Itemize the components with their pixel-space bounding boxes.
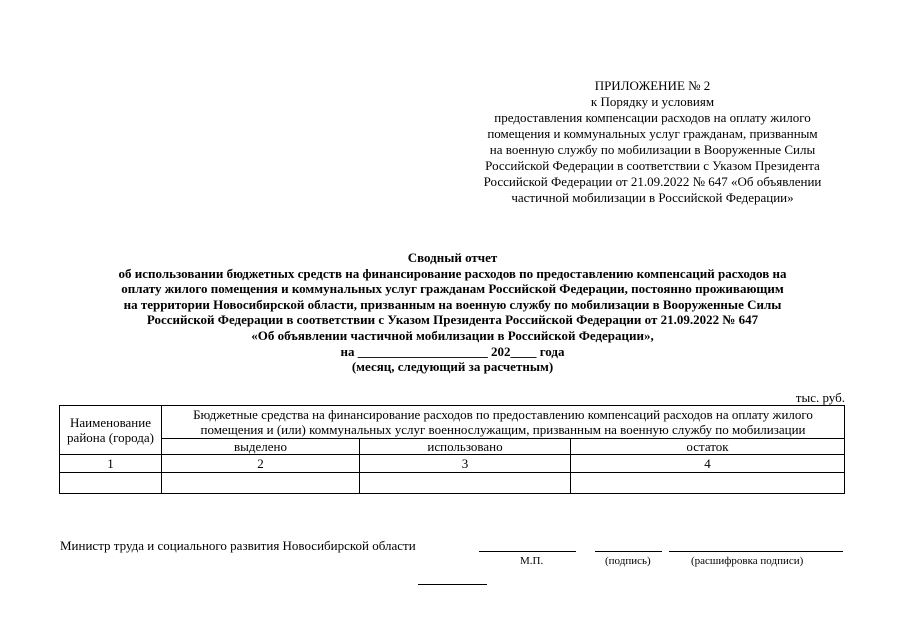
report-title-line: на территории Новосибирской области, призванным на военную службу по мобилизации в Вооруженные Силы xyxy=(123,296,782,312)
report-title-line: оплату жилого помещения и коммунальных услуг гражданам Российской Федерации, постоянно проживающим xyxy=(121,281,784,297)
appendix-header xyxy=(430,78,875,206)
appendix-line: на военную службу по мобилизации в Вооруженные Силы xyxy=(489,142,816,157)
header-allocated: выделено xyxy=(162,439,360,455)
signature-decode-blank[interactable] xyxy=(669,551,843,552)
column-number: 1 xyxy=(60,455,162,473)
column-number: 2 xyxy=(162,455,360,473)
stamp-blank[interactable] xyxy=(479,551,576,552)
header-budget-funds: Бюджетные средства на финансирование расходов по предоставлению компенсаций расходов на оплату жилого помещения и (или) коммунальных услуг военнослужащим, призванным на военную службу по мобилизации xyxy=(162,406,845,439)
minister-label: Министр труда и социального развития Новосибирской области xyxy=(60,538,416,553)
appendix-line: к Порядку и условиям xyxy=(590,94,715,109)
column-number: 3 xyxy=(360,455,571,473)
header-used: использовано xyxy=(360,439,571,455)
table-cell[interactable] xyxy=(162,473,360,494)
table-subheader-row xyxy=(60,439,845,455)
report-title-line: «Об объявлении частичной мобилизации в Российской Федерации», xyxy=(251,327,654,343)
header-district-name: Наименование района (города) xyxy=(60,406,162,455)
table-cell[interactable] xyxy=(60,473,162,494)
report-title-heading: Сводный отчет xyxy=(407,250,498,265)
report-title-line: об использовании бюджетных средств на финансирование расходов по предоставлению компенсаций расходов на xyxy=(118,265,787,281)
report-title-line: Российской Федерации в соответствии с Указом Президента Российской Федерации от 21.09.2022 № 647 xyxy=(146,312,759,328)
signature-decode-caption: (расшифровка подписи) xyxy=(691,555,804,567)
signature-block xyxy=(60,538,850,578)
table-number-row xyxy=(60,455,845,473)
appendix-line: предоставления компенсации расходов на оплату жилого xyxy=(494,110,811,125)
report-title xyxy=(20,250,885,375)
report-period-line: на ____________________ 202____ года xyxy=(340,343,565,359)
signature-caption: (подпись) xyxy=(605,555,651,567)
stamp-caption: М.П. xyxy=(520,555,544,567)
header-remainder: остаток xyxy=(571,439,845,455)
appendix-line: помещения и коммунальных услуг гражданам, призванным xyxy=(487,126,818,141)
report-period-caption: (месяц, следующий за расчетным) xyxy=(351,359,554,375)
column-number: 4 xyxy=(571,455,845,473)
report-table xyxy=(59,405,845,494)
appendix-line: Российской Федерации от 21.09.2022 № 647 «Об объявлении xyxy=(483,174,822,189)
table-cell[interactable] xyxy=(571,473,845,494)
table-row xyxy=(60,473,845,494)
bottom-divider xyxy=(418,584,487,585)
appendix-line: Российской Федерации в соответствии с Указом Президента xyxy=(485,158,820,173)
appendix-line: частичной мобилизации в Российской Федерации» xyxy=(511,190,794,205)
table-header-row xyxy=(60,406,845,439)
signature-blank[interactable] xyxy=(595,551,662,552)
appendix-title: ПРИЛОЖЕНИЕ № 2 xyxy=(594,78,711,93)
table-cell[interactable] xyxy=(360,473,571,494)
units-label: тыс. руб. xyxy=(795,390,845,405)
